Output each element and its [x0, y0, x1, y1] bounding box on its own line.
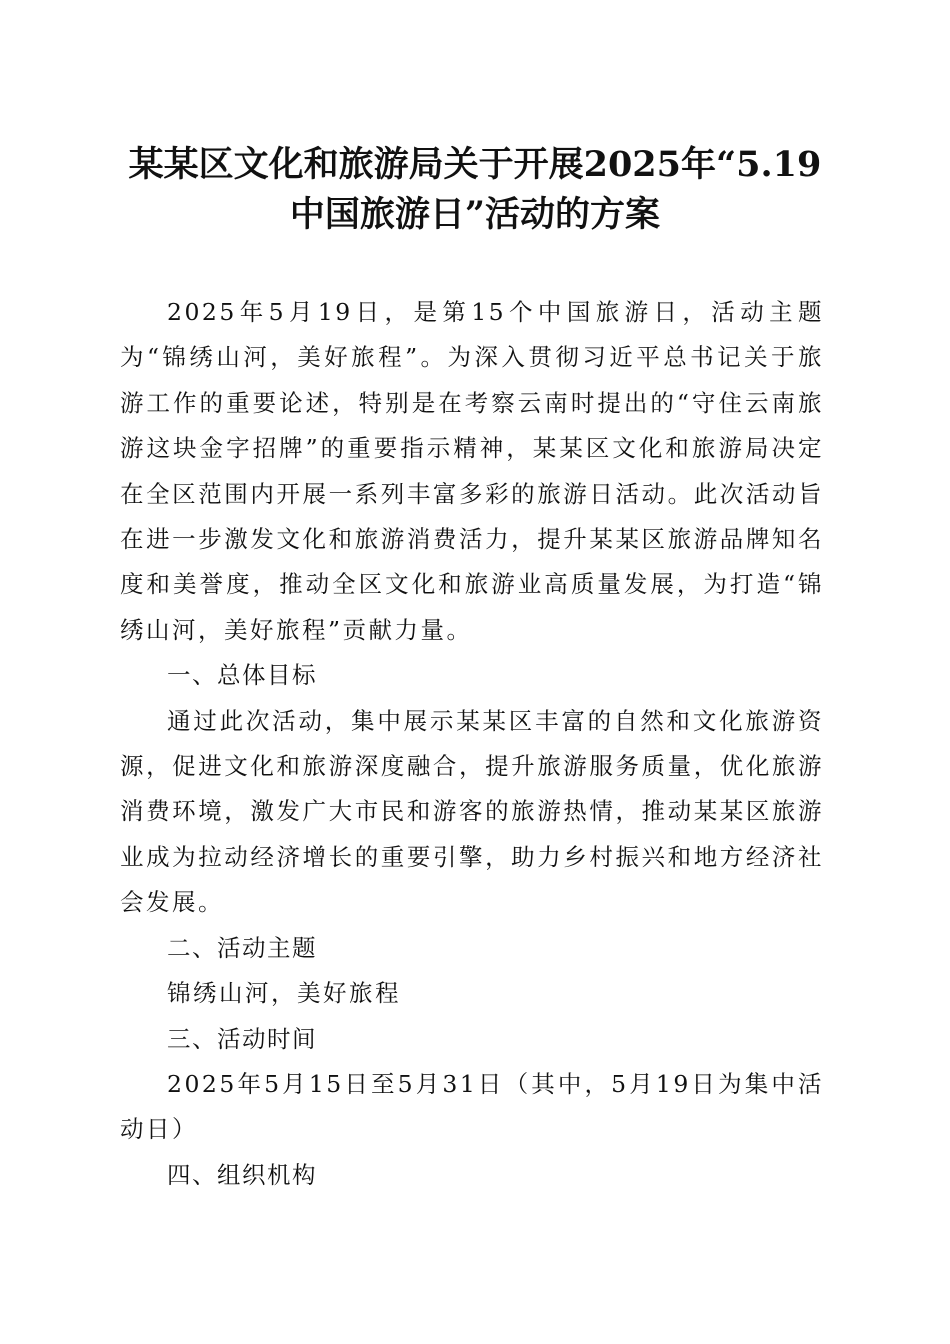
section-body-time: 2025年5月15日至5月31日（其中，5月19日为集中活动日） [120, 1069, 824, 1144]
title-line-1: 某某区文化和旅游局关于开展2025年“5.19 [128, 144, 822, 185]
document-page [120, 140, 830, 1198]
document-title [120, 140, 830, 240]
section-heading-organization: 四、组织机构 [167, 1160, 317, 1189]
section-heading-time: 三、活动时间 [167, 1024, 317, 1053]
section-body-goals: 通过此次活动，集中展示某某区丰富的自然和文化旅游资源，促进文化和旅游深度融合，提升旅游服务质量，优化旅游消费环境，激发广大市民和游客的旅游热情，推动某某区旅游业成为拉动经济增长的重要引擎，助力乡村振兴和地方经济社会发展。 [120, 706, 824, 917]
section-body-theme: 锦绣山河，美好旅程 [167, 979, 401, 1008]
intro-paragraph: 2025年5月19日，是第15个中国旅游日，活动主题为“锦绣山河，美好旅程”。为深入贯彻习近平总书记关于旅游工作的重要论述，特别是在考察云南时提出的“守住云南旅游这块金字招牌”的重要指示精神，某某区文化和旅游局决定在全区范围内开展一系列丰富多彩的旅游日活动。此次活动旨在进一步激发文化和旅游消费活力，提升某某区旅游品牌知名度和美誉度，推动全区文化和旅游业高质量发展，为打造“锦绣山河，美好旅程”贡献力量。 [120, 298, 824, 644]
section-heading-goals: 一、总体目标 [167, 661, 317, 690]
section-heading-theme: 二、活动主题 [167, 933, 317, 962]
title-line-2: 中国旅游日”活动的方案 [289, 194, 661, 235]
